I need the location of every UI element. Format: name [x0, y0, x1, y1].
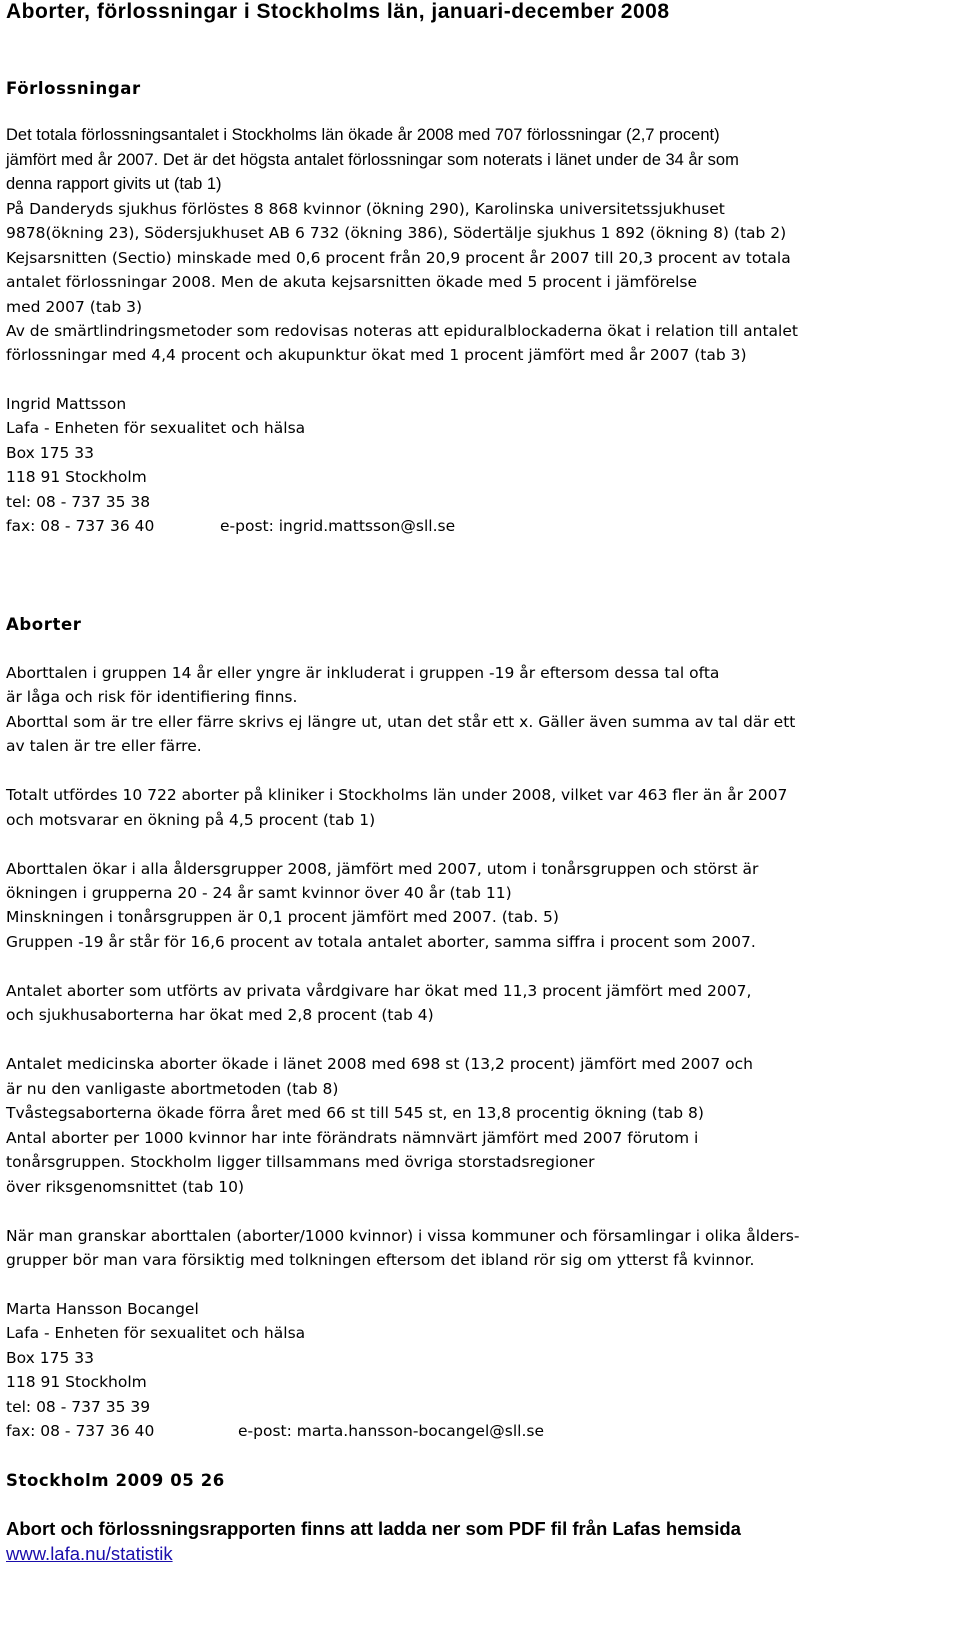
contact-tel: tel: 08 - 737 35 39 — [6, 1398, 151, 1416]
paragraph-line: tonårsgruppen. Stockholm ligger tillsammans med övriga storstadsregioner — [6, 1153, 595, 1171]
contact-unit: Lafa - Enheten för sexualitet och hälsa — [6, 1324, 306, 1342]
section-heading-forlossningar: Förlossningar — [6, 79, 141, 98]
paragraph-line: antalet förlossningar 2008. Men de akuta kejsarsnitten ökade med 5 procent i jämförelse — [6, 273, 698, 291]
paragraph-line: När man granskar aborttalen (aborter/1000 kvinnor) i vissa kommuner och församlingar i olika ålders- — [6, 1227, 800, 1245]
paragraph-line: Antalet aborter som utförts av privata vårdgivare har ökat med 11,3 procent jämfört med 2007, — [6, 982, 752, 1000]
contact-city: 118 91 Stockholm — [6, 468, 147, 486]
paragraph-line: Av de smärtlindringsmetoder som redovisas noteras att epiduralblockaderna ökat i relation till antalet — [6, 322, 798, 340]
contact-email: e-post: ingrid.mattsson@sll.se — [220, 517, 456, 535]
contact-fax: fax: 08 - 737 36 40 — [6, 1422, 155, 1440]
paragraph-line: och motsvarar en ökning på 4,5 procent (tab 1) — [6, 811, 376, 829]
contact-city: 118 91 Stockholm — [6, 1373, 147, 1391]
contact-email: e-post: marta.hansson-bocangel@sll.se — [238, 1422, 544, 1440]
contact-box: Box 175 33 — [6, 1349, 94, 1367]
page-title: Aborter, förlossningar i Stockholms län, januari-december 2008 — [6, 0, 670, 23]
contact-name: Ingrid Mattsson — [6, 395, 127, 413]
paragraph-line: Tvåstegsaborterna ökade förra året med 66 st till 545 st, en 13,8 procentig ökning (tab 8) — [6, 1104, 704, 1122]
contact-fax: fax: 08 - 737 36 40 — [6, 517, 155, 535]
paragraph-line: denna rapport givits ut (tab 1) — [6, 175, 222, 193]
contact-fax-row — [6, 514, 456, 539]
paragraph-line: Kejsarsnitten (Sectio) minskade med 0,6 procent från 20,9 procent år 2007 till 20,3 procent av totala — [6, 249, 791, 267]
paragraph-line: är låga och risk för identifiering finns. — [6, 688, 298, 706]
section-heading-aborter: Aborter — [6, 615, 82, 634]
paragraph-line: är nu den vanligaste abortmetoden (tab 8) — [6, 1080, 339, 1098]
contact-fax-row — [6, 1419, 544, 1444]
paragraph-line: av talen är tre eller färre. — [6, 737, 202, 755]
contact-unit: Lafa - Enheten för sexualitet och hälsa — [6, 419, 306, 437]
paragraph-line: med 2007 (tab 3) — [6, 298, 143, 316]
paragraph-line: Antal aborter per 1000 kvinnor har inte förändrats nämnvärt jämfört med 2007 förutom i — [6, 1129, 699, 1147]
signature-date: Stockholm 2009 05 26 — [6, 1471, 225, 1490]
contact-name: Marta Hansson Bocangel — [6, 1300, 199, 1318]
paragraph-line: Minskningen i tonårsgruppen är 0,1 procent jämfört med 2007. (tab. 5) — [6, 908, 559, 926]
paragraph-line: Aborttal som är tre eller färre skrivs ej längre ut, utan det står ett x. Gäller även summa av tal där ett — [6, 713, 796, 731]
paragraph-line: jämfört med år 2007. Det är det högsta antalet förlossningar som noterats i länet under de 34 år som — [6, 151, 739, 169]
paragraph-line: Aborttalen i gruppen 14 år eller yngre är inkluderat i gruppen -19 år eftersom dessa tal ofta — [6, 664, 720, 682]
download-note: Abort och förlossningsrapporten finns att ladda ner som PDF fil från Lafas hemsida — [6, 1518, 741, 1539]
paragraph-line: Totalt utfördes 10 722 aborter på kliniker i Stockholms län under 2008, vilket var 463 fler än år 2007 — [6, 786, 788, 804]
paragraph-line: och sjukhusaborterna har ökat med 2,8 procent (tab 4) — [6, 1006, 434, 1024]
statistics-link[interactable]: www.lafa.nu/statistik — [6, 1543, 173, 1564]
paragraph-line: Antalet medicinska aborter ökade i länet 2008 med 698 st (13,2 procent) jämfört med 2007 och — [6, 1055, 753, 1073]
paragraph-line: förlossningar med 4,4 procent och akupunktur ökat med 1 procent jämfört med år 2007 (tab 3) — [6, 346, 747, 364]
contact-box: Box 175 33 — [6, 444, 94, 462]
paragraph-line: över riksgenomsnittet (tab 10) — [6, 1178, 245, 1196]
paragraph-line: ökningen i grupperna 20 - 24 år samt kvinnor över 40 år (tab 11) — [6, 884, 512, 902]
paragraph-line: Gruppen -19 år står för 16,6 procent av totala antalet aborter, samma siffra i procent som 2007. — [6, 933, 756, 951]
paragraph-line: grupper bör man vara försiktig med tolkningen eftersom det ibland rör sig om ytterst få kvinnor. — [6, 1251, 755, 1269]
paragraph-line: 9878(ökning 23), Södersjukhuset AB 6 732 (ökning 386), Södertälje sjukhus 1 892 (ökning 8) (tab 2) — [6, 224, 787, 242]
contact-tel: tel: 08 - 737 35 38 — [6, 493, 151, 511]
paragraph-line: Det totala förlossningsantalet i Stockholms län ökade år 2008 med 707 förlossningar (2,7 procent) — [6, 126, 720, 144]
paragraph-line: Aborttalen ökar i alla åldersgrupper 2008, jämfört med 2007, utom i tonårsgruppen och störst är — [6, 860, 759, 878]
paragraph-line: På Danderyds sjukhus förlöstes 8 868 kvinnor (ökning 290), Karolinska universitetssjukhuset — [6, 200, 725, 218]
